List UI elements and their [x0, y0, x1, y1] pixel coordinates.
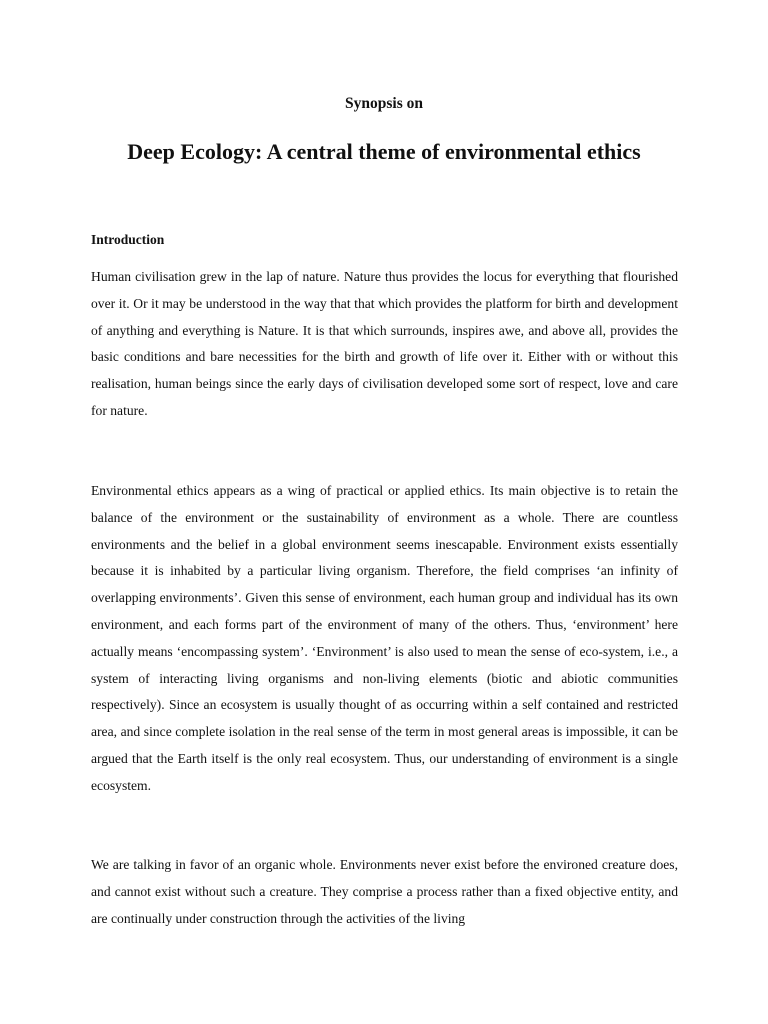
paragraph-2: Environmental ethics appears as a wing of practical or applied ethics. Its main objective is to retain the balance of the environment or the sustainability of environment as a whole. There are countless environments and the belief in a global environment seems inescapable. Environment exists essentially because it is inhabited by a particular living organism. Therefore, the field comprises ‘an infinity of overlapping environments’. Given this sense of environment, each human group and individual has its own environment, and each forms part of the environment of many of the others. Thus, ‘environment’ here actually means ‘encompassing system’. ‘Environment’ is also used to mean the sense of eco-system, i.e., a system of interacting living organisms and non-living elements (biotic and abiotic communities respectively). Since an ecosystem is usually thought of as occurring within a self contained and restricted area, and since complete isolation in the real sense of the term in most general areas is impossible, it can be argued that the Earth itself is the only real ecosystem. Thus, our understanding of environment is a single ecosystem.: [91, 483, 678, 793]
section-heading-introduction: Introduction: [91, 232, 165, 247]
document-title: Deep Ecology: A central theme of environmental ethics: [127, 139, 641, 164]
document-subtitle: Synopsis on: [345, 95, 423, 112]
paragraph-1: Human civilisation grew in the lap of nature. Nature thus provides the locus for everything that flourished over it. Or it may be understood in the way that that which provides the platform for birth and development of anything and everything is Nature. It is that which surrounds, inspires awe, and above all, provides the basic conditions and bare necessities for the birth and growth of life over it. Either with or without this realisation, human beings since the early days of civilisation developed some sort of respect, love and care for nature.: [91, 269, 678, 418]
paragraph-3: We are talking in favor of an organic whole. Environments never exist before the environed creature does, and cannot exist without such a creature. They comprise a process rather than a fixed objective entity, and are continually under construction through the activities of the living: [91, 857, 678, 926]
